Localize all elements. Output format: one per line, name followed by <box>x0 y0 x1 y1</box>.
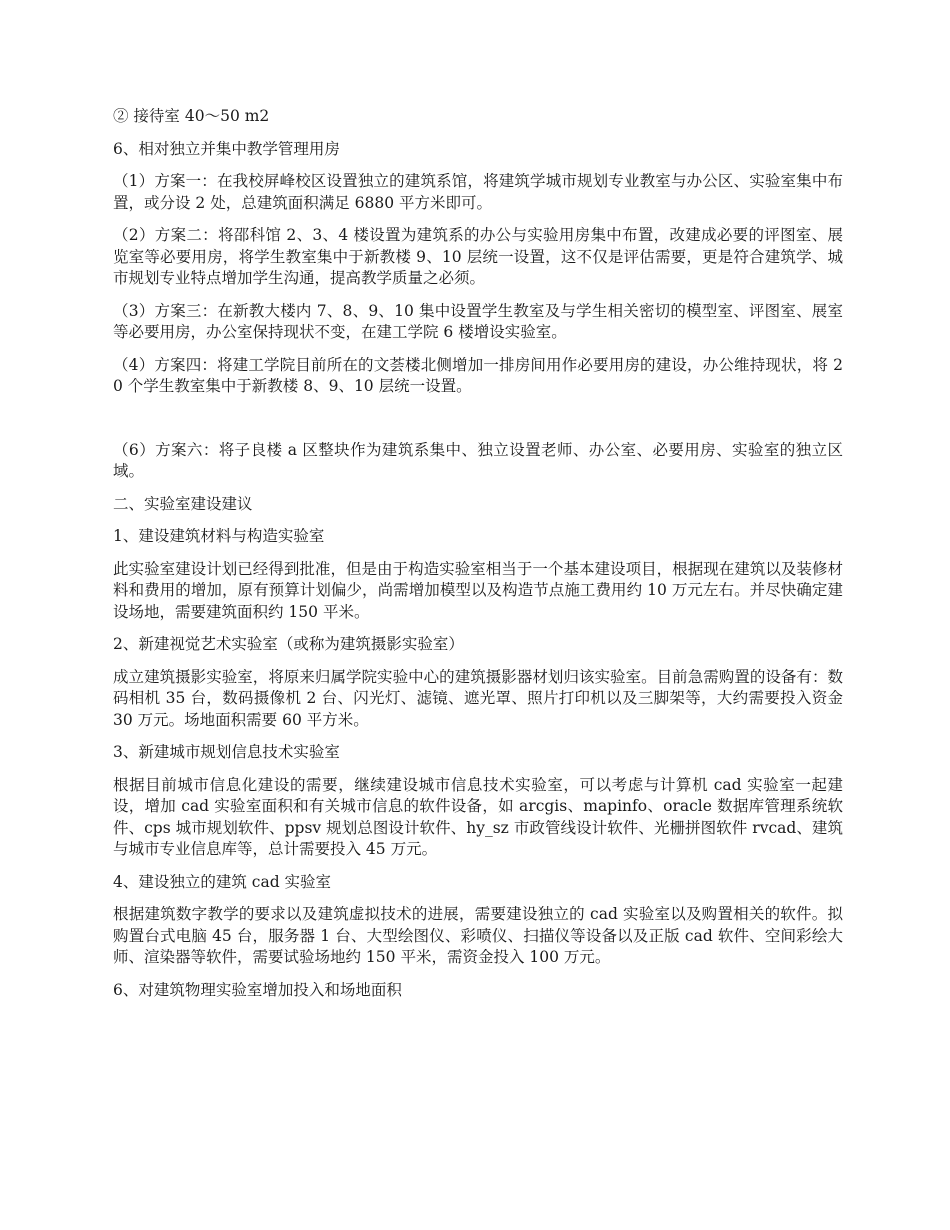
plan-one-paragraph: （1）方案一：在我校屏峰校区设置独立的建筑系馆，将建筑学城市规划专业教室与办公区、实验室集中布置，或分设 2 处，总建筑面积满足 6880 平方米即可。 <box>113 172 843 212</box>
plan-four-paragraph: （4）方案四：将建工学院目前所在的文荟楼北侧增加一排房间用作必要用房的建设，办公维持现状，将 20 个学生教室集中于新教楼 8、9、10 层统一设置。 <box>113 355 843 395</box>
materials-lab-paragraph: 此实验室建设计划已经得到批准，但是由于构造实验室相当于一个基本建设项目，根据现在建筑以及装修材料和费用的增加，原有预算计划偏少，尚需增加模型以及构造节点施工费用约 10 万元左右。并尽快确定建设场地，需要建筑面积约 150 平米。 <box>113 559 843 621</box>
reception-room-line: ② 接待室 40～50 m2 <box>113 107 270 125</box>
heading-materials-lab: 1、建设建筑材料与构造实验室 <box>113 527 325 545</box>
document-body <box>113 106 843 1012</box>
section-heading-lab-suggestions: 二、实验室建设建议 <box>113 494 253 513</box>
planning-it-lab-paragraph: 根据目前城市信息化建设的需要，继续建设城市信息技术实验室，可以考虑与计算机 cad 实验室一起建设，增加 cad 实验室面积和有关城市信息的软件设备，如 arcgis、mapinfo、oracle 数据库管理系统软件、cps 城市规划软件、ppsv 规划总图设计软件、hy_sz 市政管线设计软件、光栅拼图软件 rvcad、建筑与城市专业信息库等，总计需要投入 45 万元。 <box>113 775 843 858</box>
heading-planning-it-lab: 3、新建城市规划信息技术实验室 <box>113 743 340 761</box>
heading-physics-lab: 6、对建筑物理实验室增加投入和场地面积 <box>113 980 402 999</box>
section-heading-teaching-rooms: 6、相对独立并集中教学管理用房 <box>113 139 340 158</box>
heading-cad-lab: 4、建设独立的建筑 cad 实验室 <box>113 872 332 891</box>
visual-arts-lab-paragraph: 成立建筑摄影实验室，将原来归属学院实验中心的建筑摄影器材划归该实验室。目前急需购置的设备有：数码相机 35 台，数码摄像机 2 台、闪光灯、滤镜、遮光罩、照片打印机以及三脚架等，大约需要投入资金 30 万元。场地面积需要 60 平方米。 <box>113 667 843 729</box>
plan-two-paragraph: （2）方案二：将邵科馆 2、3、4 楼设置为建筑系的办公与实验用房集中布置，改建成必要的评图室、展览室等必要用房，将学生教室集中于新教楼 9、10 层统一设置，这不仅是评估需要，更是符合建筑学、城市规划专业特点增加学生沟通，提高教学质量之必须。 <box>113 226 843 287</box>
cad-lab-paragraph: 根据建筑数字教学的要求以及建筑虚拟技术的进展，需要建设独立的 cad 实验室以及购置相关的软件。拟购置台式电脑 45 台，服务器 1 台、大型绘图仪、彩喷仪、扫描仪等设备以及正版 cad 软件、空间彩绘大师、渲染器等软件，需要试验场地约 150 平米，需资金投入 100 万元。 <box>113 905 843 966</box>
plan-six-paragraph: （6）方案六：将子良楼 a 区整块作为建筑系集中、独立设置老师、办公室、必要用房、实验室的独立区域。 <box>113 440 843 480</box>
plan-three-paragraph: （3）方案三：在新教大楼内 7、8、9、10 集中设置学生教室及与学生相关密切的模型室、评图室、展室等必要用房，办公室保持现状不变，在建工学院 6 楼增设实验室。 <box>113 301 843 341</box>
blank-gap <box>113 409 843 440</box>
heading-visual-arts-lab: 2、新建视觉艺术实验室（或称为建筑摄影实验室） <box>113 635 464 653</box>
